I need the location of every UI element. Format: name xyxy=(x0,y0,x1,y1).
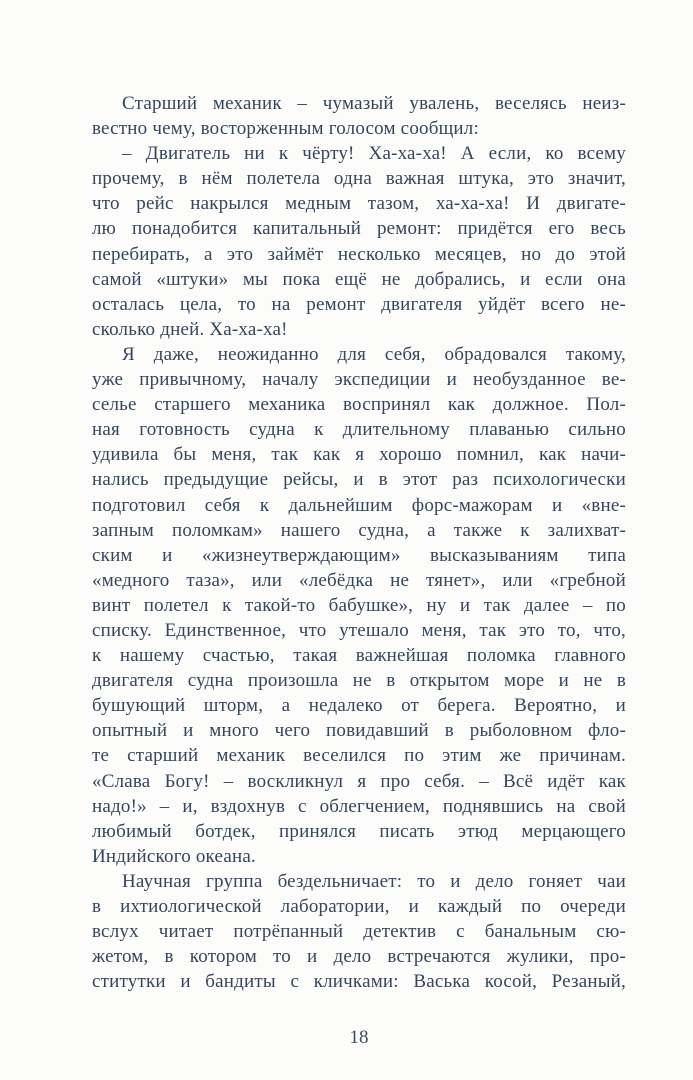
text-line: надо!» – и, вздохнув с облегчением, поднявшись на свой xyxy=(92,795,626,817)
text-line: жетом, в котором то и дело встречаются жулики, про- xyxy=(92,946,626,968)
text-line: ститутки и бандиты с кличками: Васька косой, Резаный, xyxy=(92,971,626,993)
text-line: «медного таза», или «лебёдка не тянет», или «гребной xyxy=(92,569,626,591)
text-line: самой «штуки» мы пока ещё не добрались, и если она xyxy=(92,268,626,290)
text-line: удивила бы меня, так как я хорошо помнил, как начи- xyxy=(92,444,626,466)
text-line: подготовил себя к дальнейшим форс-мажорам и «вне- xyxy=(92,494,626,516)
text-line: любимый ботдек, принялся писать этюд мерцающего xyxy=(92,820,626,842)
text-line: что рейс накрылся медным тазом, ха-ха-ха! И двигате- xyxy=(92,193,626,215)
text-line: Индийского океана. xyxy=(92,845,256,867)
text-line: вестно чему, восторженным голосом сообщил: xyxy=(92,118,479,140)
text-line: прочему, в нём полетела одна важная штука, это значит, xyxy=(92,168,626,190)
text-line: нались предыдущие рейсы, и в этот раз психологически xyxy=(92,469,626,491)
text-line: те старший механик веселился по этим же причинам. xyxy=(92,745,626,767)
text-line: ским и «жизнеутверждающим» высказываниям типа xyxy=(92,544,626,566)
text-line: списку. Единственное, что утешало меня, так это то, что, xyxy=(92,619,626,641)
text-line: к нашему счастью, такая важнейшая поломка главного xyxy=(92,645,626,667)
text-line: бушующий шторм, а недалеко от берега. Вероятно, и xyxy=(92,695,626,717)
text-line: сколько дней. Ха-ха-ха! xyxy=(92,318,288,340)
text-line: в ихтиологической лаборатории, и каждый по очереди xyxy=(92,896,626,917)
text-line: запным поломкам» нашего судна, а также к залихват- xyxy=(92,519,626,541)
text-line: опытный и много чего повидавший в рыболовном фло- xyxy=(92,720,626,742)
text-line: ная готовность судна к длительному плаванью сильно xyxy=(92,419,626,441)
text-line: селье старшего механика воспринял как должное. Пол- xyxy=(92,394,626,416)
text-line: – Двигатель ни к чёрту! Ха-ха-ха! А если, ко всему xyxy=(122,143,626,165)
text-block xyxy=(92,91,626,994)
text-line: винт полетел к такой-то бабушке», ну и так далее – по xyxy=(92,594,626,616)
text-line: уже привычному, началу экспедиции и необузданное ве- xyxy=(92,369,626,391)
text-line: «Слава Богу! – воскликнул я про себя. – Всё идёт как xyxy=(92,770,626,792)
text-line: перебирать, а это займёт несколько месяцев, но до этой xyxy=(92,243,626,265)
page-number: 18 xyxy=(349,1027,369,1048)
text-line: Научная группа бездельничает: то и дело гоняет чаи xyxy=(122,870,626,892)
text-line: осталась цела, то на ремонт двигателя уйдёт всего не- xyxy=(92,293,626,315)
text-line: вслух читает потрёпанный детектив с банальным сю- xyxy=(92,921,626,943)
text-line: Я даже, неожиданно для себя, обрадовался такому, xyxy=(122,343,626,365)
text-line: двигателя судна произошла не в открытом море и не в xyxy=(92,670,626,692)
text-line: Старший механик – чумазый увалень, веселясь неиз- xyxy=(122,93,626,114)
text-line: лю понадобится капитальный ремонт: придётся его весь xyxy=(92,218,626,240)
